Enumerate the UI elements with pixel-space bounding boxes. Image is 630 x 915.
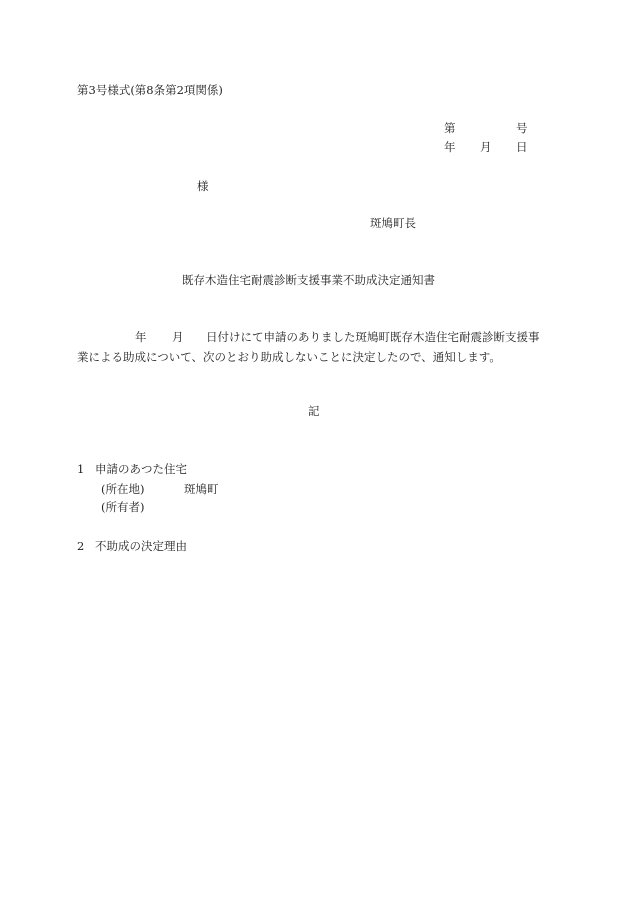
item-2-heading bbox=[77, 541, 187, 553]
item-2-number: 2 bbox=[77, 539, 85, 553]
date-year-label: 年 bbox=[444, 140, 456, 154]
body-paragraph-line-2: 業による助成について、次のとおり助成しないことに決定したので、通知します。 bbox=[77, 350, 501, 364]
location-label: (所在地) bbox=[101, 482, 145, 496]
item-1-label: 申請のあつた住宅 bbox=[95, 462, 187, 476]
document-title: 既存木造住宅耐震診断支援事業不助成決定通知書 bbox=[182, 273, 435, 287]
document-number-prefix: 第 bbox=[444, 121, 456, 135]
body-month-label: 月 bbox=[172, 330, 184, 344]
item-1-heading bbox=[77, 464, 187, 476]
location-value: 斑鳩町 bbox=[184, 482, 219, 496]
document-number-suffix: 号 bbox=[516, 121, 528, 135]
body-year-label: 年 bbox=[135, 330, 147, 344]
owner-label: (所有者) bbox=[101, 500, 145, 514]
date-month-label: 月 bbox=[480, 140, 492, 154]
ki-heading: 記 bbox=[308, 404, 320, 418]
item-2-label: 不助成の決定理由 bbox=[95, 539, 187, 553]
addressee-honorific: 様 bbox=[197, 179, 209, 193]
body-line-1-text: 日付けにて申請のありました斑鳩町既存木造住宅耐震診断支援事 bbox=[206, 330, 540, 344]
form-number: 第3号様式(第8条第2項関係) bbox=[77, 83, 223, 97]
issuer-name: 斑鳩町長 bbox=[370, 216, 416, 230]
date-day-label: 日 bbox=[516, 140, 528, 154]
item-1-number: 1 bbox=[77, 462, 85, 476]
